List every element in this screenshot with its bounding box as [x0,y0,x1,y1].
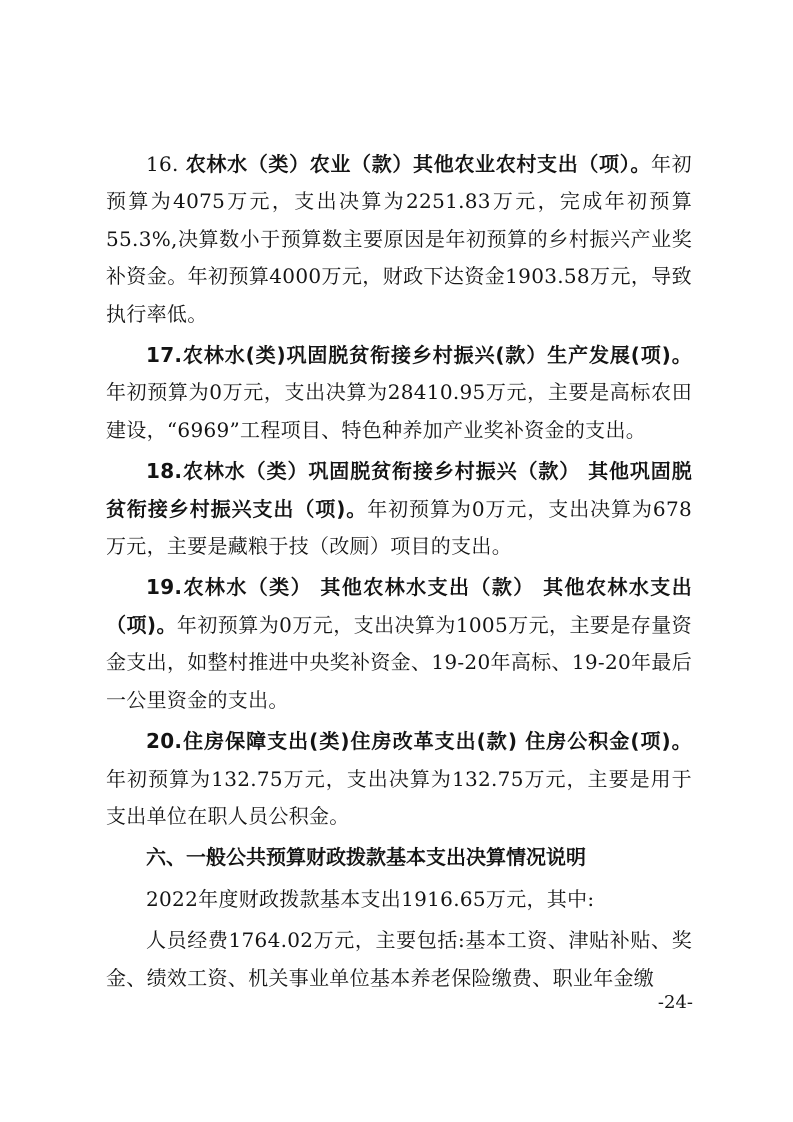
item-text: 年初预算为0万元，支出决算为28410.95万元，主要是高标农田建设，“6969”工程项目、特色种养加产业奖补资金的支出。 [106,380,692,442]
page-number: -24- [657,992,693,1013]
item-title: 农林水（类） 其他农林水支出（款） 其他农林水支出（项)。 [106,575,692,637]
personnel-line: 人员经费1764.02万元，主要包括:基本工资、津贴补贴、奖金、绩效工资、机关事业单位基本养老保险缴费、职业年金缴 [106,928,692,990]
item-number: 17. [146,343,183,368]
paragraph-20 [106,723,692,835]
paragraph-18 [106,453,692,565]
paragraph-17 [106,337,692,449]
item-title: 农林水（类）农业（款）其他农业农村支出（项）。 [185,152,652,176]
paragraph-19 [106,569,692,719]
body-text [106,146,692,1001]
item-title: 农林水(类)巩固脱贫衔接乡村振兴(款）生产发展(项)。 [182,343,692,368]
item-number: 18. [146,459,183,484]
item-title: 农林水（类）巩固脱贫衔接乡村振兴（款） 其他巩固脱贫衔接乡村振兴支出（项)。 [106,459,692,521]
item-text: 年初预算为0万元，支出决算为678万元，主要是藏粮于技（改厕）项目的支出。 [106,496,692,559]
section-heading: 六、一般公共预算财政拨款基本支出决算情况说明 [146,845,586,870]
item-number: 19. [146,575,183,600]
item-text: 年初预算为0万元，支出决算为1005万元，主要是存量资金支出，如整村推进中央奖补资金、19-20年高标、19-20年最后一公里资金的支出。 [106,612,692,712]
item-text: 年初预算为4075万元，支出决算为2251.83万元，完成年初预算55.3%,决算数小于预算数主要原因是年初预算的乡村振兴产业奖补资金。年初预算4000万元，财政下达资金1903.58万元，导致执行率低。 [106,152,692,326]
summary-line: 2022年度财政拨款基本支出1916.65万元，其中: [146,886,595,911]
paragraph-16 [106,146,692,333]
item-text: 年初预算为132.75万元，支出决算为132.75万元，主要是用于支出单位在职人员公积金。 [106,766,692,828]
item-title: 住房保障支出(类)住房改革支出(款) 住房公积金(项)。 [182,729,692,754]
item-number: 20. [146,729,183,754]
item-number: 16. [146,152,179,176]
